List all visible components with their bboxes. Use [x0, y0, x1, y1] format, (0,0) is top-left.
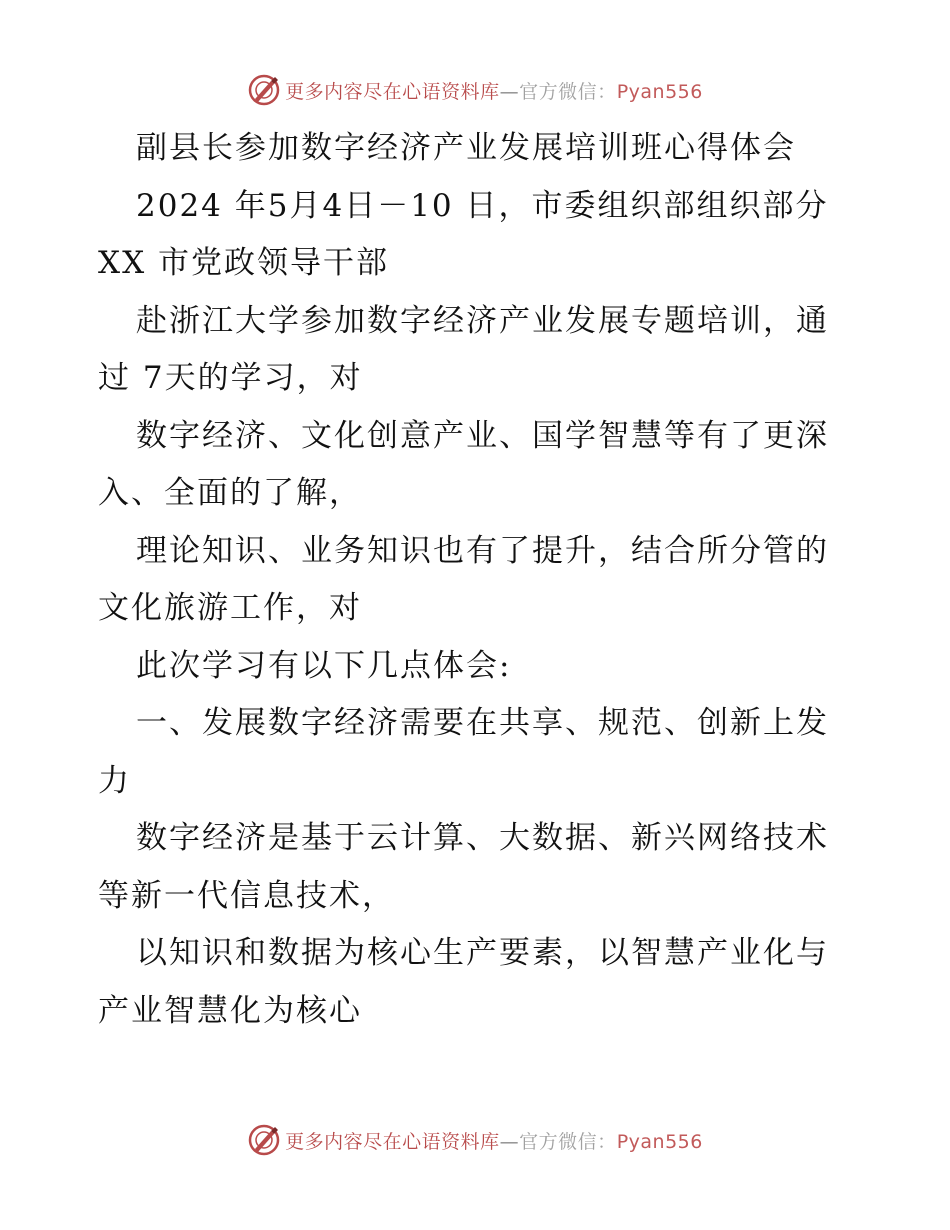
watermark-sep: —: [499, 1130, 520, 1153]
document-title: 副县长参加数字经济产业发展培训班心得体会: [136, 130, 796, 166]
watermark-wechat-label: 官方微信：: [519, 1130, 617, 1153]
watermark-sep: —: [499, 80, 520, 103]
paragraph-2: 赴浙江大学参加数字经济产业发展专题培训，通过 7天的学习，对: [98, 302, 829, 396]
watermark-text: [285, 1127, 703, 1154]
header-watermark: [0, 70, 950, 110]
section-heading-1: 一、发展数字经济需要在共享、规范、创新上发力: [98, 705, 829, 799]
watermark-wechat-id: Pyan556: [616, 80, 703, 103]
paragraph-1: 2024 年5月4日－10 日，市委组织部组织部分XX 市党政领导干部: [98, 187, 829, 281]
seal-logo-icon: [247, 73, 281, 107]
paragraph-5: 此次学习有以下几点体会:: [136, 647, 512, 684]
watermark-main: 更多内容尽在心语资料库: [285, 80, 500, 103]
watermark-wechat-id: Pyan556: [616, 1130, 703, 1153]
paragraph-7: 以知识和数据为核心生产要素，以智慧产业化与产业智慧化为核心: [98, 935, 829, 1029]
watermark-wechat-label: 官方微信：: [519, 80, 617, 103]
paragraph-3: 数字经济、文化创意产业、国学智慧等有了更深入、全面的了解，: [98, 417, 829, 511]
paragraph-6: 数字经济是基于云计算、大数据、新兴网络技术等新一代信息技术，: [98, 820, 829, 914]
footer-watermark: [0, 1120, 950, 1160]
seal-logo-icon: [247, 1123, 281, 1157]
document-body: [98, 120, 850, 1040]
paragraph-4: 理论知识、业务知识也有了提升，结合所分管的文化旅游工作，对: [98, 532, 829, 626]
watermark-main: 更多内容尽在心语资料库: [285, 1130, 500, 1153]
watermark-text: [285, 77, 703, 104]
